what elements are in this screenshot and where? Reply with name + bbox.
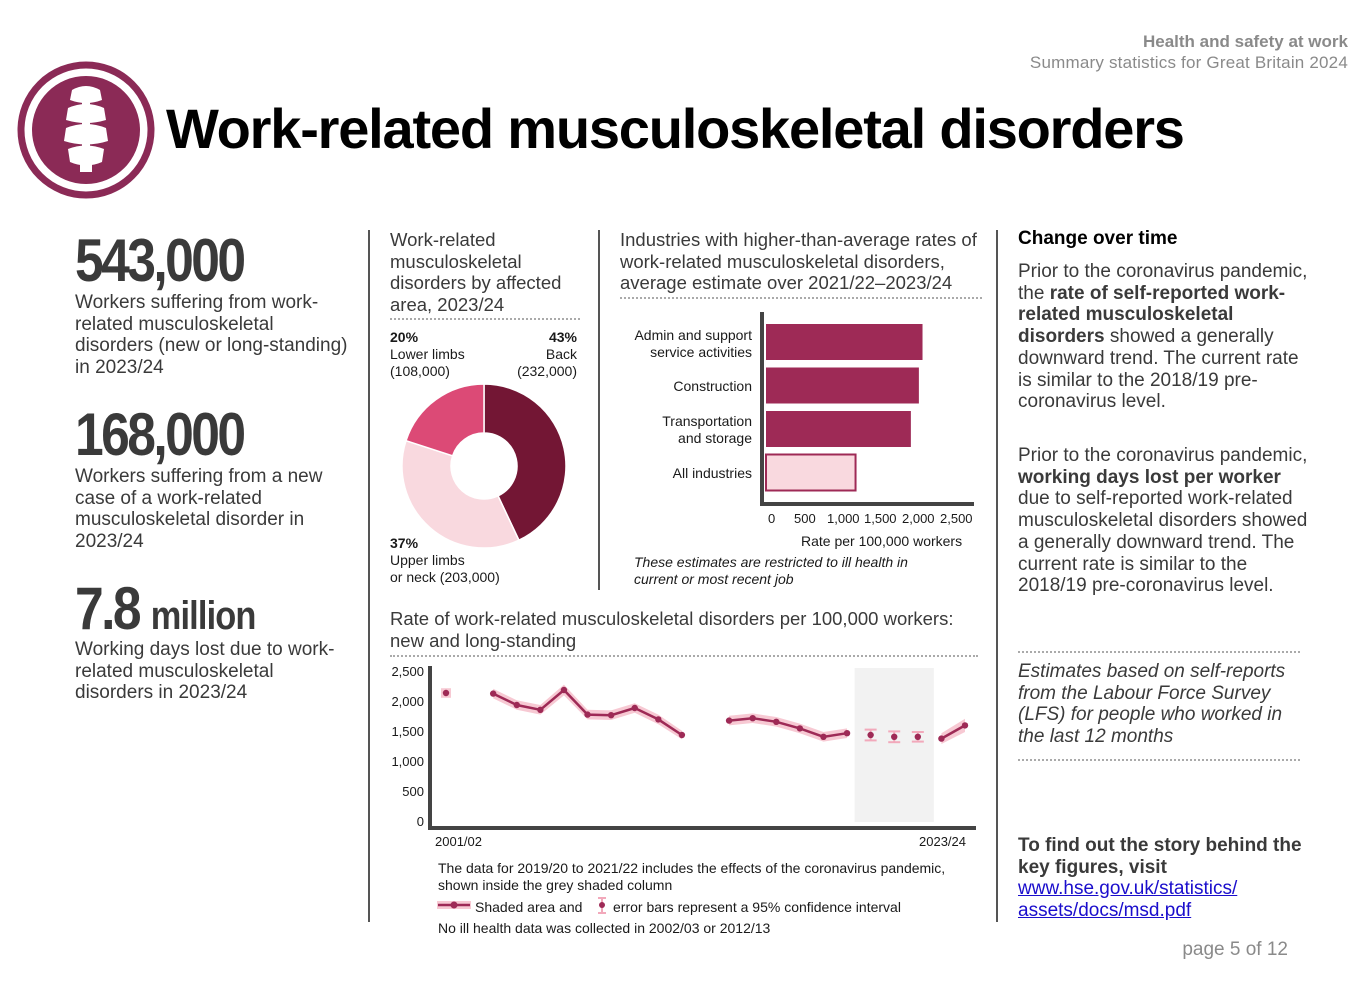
days-text-a: Prior to the coronavirus pandemic, (1018, 445, 1308, 466)
bar-all-industries (766, 455, 856, 491)
data-point-2015/16 (773, 719, 779, 725)
line-note-pandemic: The data for 2019/20 to 2021/22 includes the effects of the coronavirus pandemic, shown inside the grey shaded column (438, 860, 946, 893)
pie-label-lower-limbs-name: Lower limbs (390, 346, 465, 362)
bar-category-admin-l1: Admin and support (634, 327, 752, 343)
bar-tick-2000: 2,000 (902, 511, 935, 526)
data-point-2022/23 (938, 735, 944, 741)
right-rule-1 (1018, 651, 1300, 653)
bar-chart (756, 308, 978, 508)
data-point-2014/15 (749, 715, 755, 721)
pie-label-back-count: (232,000) (517, 363, 577, 379)
line-ytick-1500: 1,500 (391, 724, 424, 739)
data-point-2020/21 (891, 734, 897, 740)
pie-label-lower-limbs (390, 329, 465, 380)
page-number: page 5 of 12 (1182, 939, 1288, 960)
change-over-time-heading: Change over time (1018, 228, 1178, 249)
pie-label-back-name: Back (545, 346, 577, 362)
page-title: Work-related musculoskeletal disorders (166, 97, 1184, 160)
bar-category-transport-l1: Transportation (662, 413, 752, 429)
days-text-b: working days lost per worker (1018, 466, 1281, 488)
days-text-c: due to self-reported work-related musculoskeletal disorders showed a generally downward trend. The current rate is similar to the 2018/19 pre-coronavirus level. (1018, 488, 1308, 597)
data-point-2016/17 (797, 725, 803, 731)
data-point-2021/22 (915, 734, 921, 740)
line-ytick-1000: 1,000 (391, 754, 424, 769)
data-point-2005/06 (537, 707, 543, 713)
pie-slice-lower-limbs (406, 384, 484, 456)
bar-title: Industries with higher-than-average rates of work-related musculoskeletal disorders, average estimate over 2021/22–2023/24 (620, 229, 977, 293)
bar-admin (766, 324, 923, 360)
line-title: Rate of work-related musculoskeletal disorders per 100,000 workers: new and long-standing (390, 608, 954, 651)
line-note-no-data: No ill health data was collected in 2002/03 or 2012/13 (438, 920, 771, 936)
legend-line-band-icon (437, 897, 471, 913)
change-paragraph-days (1018, 445, 1308, 597)
data-point-2023/24 (962, 722, 968, 728)
bar-tick-1500: 1,500 (864, 511, 897, 526)
pandemic-shaded-column (855, 668, 934, 822)
pie-label-upper-limbs-name2: or neck (203,000) (390, 569, 500, 585)
hse-link-line2[interactable]: assets/docs/msd.pdf (1018, 900, 1192, 921)
stat-value-days-lost (75, 574, 256, 643)
bar-tick-1000: 1,000 (827, 511, 860, 526)
data-point-2006/07 (561, 687, 567, 693)
data-point-2018/19 (844, 730, 850, 736)
report-series-title: Health and safety at work (1142, 32, 1348, 51)
line-x-end: 2023/24 (919, 834, 966, 849)
change-paragraph-rate (1018, 261, 1308, 413)
pie-label-lower-limbs-pct: 20% (390, 329, 419, 345)
pie-label-upper-limbs-name1: Upper limbs (390, 552, 465, 568)
bar-title-rule (620, 297, 982, 299)
data-point-2013/14 (726, 717, 732, 723)
stat-value-total: 543,000 (75, 227, 244, 294)
legend-error-bar-icon (595, 896, 609, 916)
hse-link-line1[interactable]: www.hse.gov.uk/statistics/ (1018, 878, 1238, 899)
bar-category-admin-l2: service activities (650, 344, 752, 360)
data-point-2019/20 (867, 732, 873, 738)
report-subtitle: Summary statistics for Great Britain 2024 (1029, 53, 1348, 72)
bar-x-ticks (756, 511, 978, 529)
line-ytick-2000: 2,000 (391, 694, 424, 709)
stat-value-new-cases: 168,000 (75, 401, 244, 468)
bar-construction (766, 368, 919, 404)
line-ytick-0: 0 (416, 814, 424, 829)
data-point-2017/18 (820, 734, 826, 740)
lfs-note: Estimates based on self-reports from the Labour Force Survey (LFS) for people who worked in the last 12 months (1018, 661, 1286, 748)
pie-label-back (500, 329, 577, 380)
legend-text-a: Shaded area and (475, 899, 583, 915)
pie-title: Work-related musculoskeletal disorders by affected area, 2023/24 (390, 229, 562, 315)
line-chart (428, 662, 978, 834)
bar-tick-0: 0 (768, 511, 776, 526)
pie-label-upper-limbs-pct: 37% (390, 535, 419, 551)
pie-label-lower-limbs-count: (108,000) (390, 363, 450, 379)
line-y-ticks (384, 664, 426, 834)
data-point-2011/12 (679, 732, 685, 738)
data-point-2004/05 (514, 702, 520, 708)
divider-right (996, 230, 998, 922)
data-point-2010/11 (655, 716, 661, 722)
rate-text-b: rate of self-reported work-related musculoskeletal disorders (1018, 282, 1286, 348)
stat-desc-new-cases: Workers suffering from a new case of a work-related musculoskeletal disorder in 2023/24 (75, 466, 323, 553)
data-point-2003/04 (490, 690, 496, 696)
find-out-text: To find out the story behind the key figures, visit (1018, 835, 1302, 878)
pie-title-rule (390, 318, 580, 320)
bar-category-transport-l2: and storage (678, 430, 752, 446)
bar-tick-2500: 2,500 (940, 511, 973, 526)
line-ytick-500: 500 (402, 784, 424, 799)
spine-icon (16, 60, 156, 200)
bar-category-admin (602, 327, 752, 361)
line-title-rule (390, 655, 978, 657)
bar-category-all-industries: All industries (672, 465, 752, 481)
divider-middle (598, 230, 600, 590)
bar-category-construction: Construction (673, 378, 752, 394)
data-point-2009/10 (632, 705, 638, 711)
stat-desc-total: Workers suffering from work-related musculoskeletal disorders (new or long-standing) in 2023/24 (75, 292, 348, 379)
line-ytick-2500: 2,500 (391, 664, 424, 679)
data-point-2008/09 (608, 712, 614, 718)
divider-left (368, 230, 370, 922)
bar-note: These estimates are restricted to ill health in current or most recent job (634, 554, 908, 587)
bar-x-label: Rate per 100,000 workers (801, 533, 963, 549)
stat-desc-days-lost: Working days lost due to work-related musculoskeletal disorders in 2023/24 (75, 639, 335, 704)
stat-value-days-lost-number: 7.8 (75, 575, 140, 642)
stat-value-days-lost-unit: million (150, 594, 256, 638)
bar-tick-500: 500 (794, 511, 816, 526)
rate-text-c: showed a generally downward trend. The current rate is similar to the 2018/19 pre-coronavirus level. (1018, 326, 1299, 413)
donut-chart (398, 380, 570, 552)
bar-transport (766, 411, 911, 447)
bar-category-transport (602, 413, 752, 447)
right-rule-2 (1018, 759, 1300, 761)
rate-text-a: Prior to the coronavirus pandemic, the (1018, 261, 1308, 304)
data-point-2007/08 (584, 711, 590, 717)
legend-text-b: error bars represent a 95% confidence interval (613, 899, 901, 915)
line-x-start: 2001/02 (435, 834, 482, 849)
pie-label-back-pct: 43% (548, 329, 577, 345)
data-point-2001/02 (443, 690, 449, 696)
